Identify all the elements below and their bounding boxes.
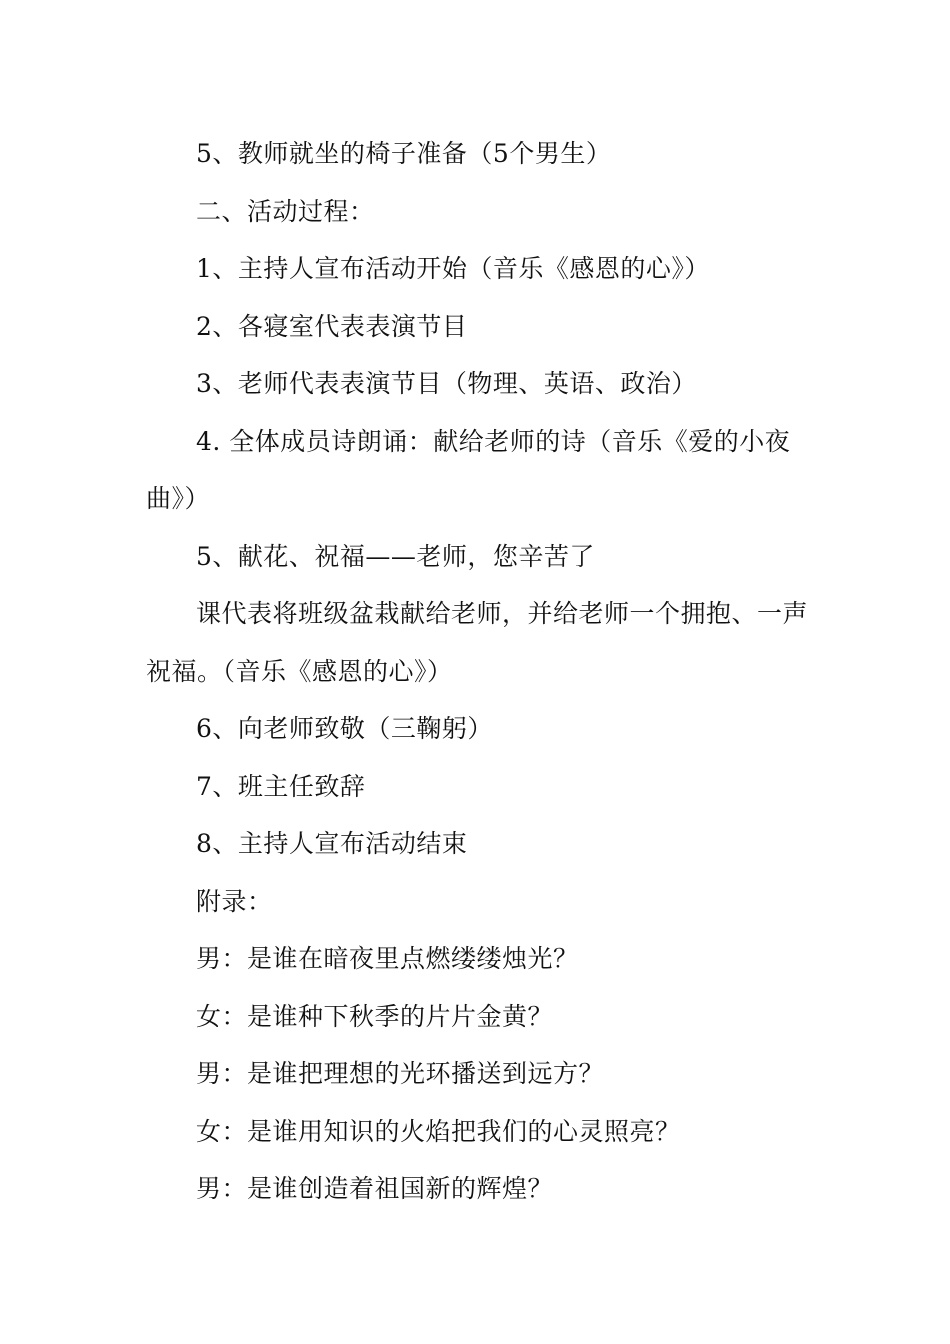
paragraph-flowers-blessings: 5、献花、祝福——老师，您辛苦了 xyxy=(196,541,595,571)
paragraph-appendix-heading: 附录： xyxy=(196,886,273,916)
paragraph-teacher-performances: 3、老师代表表演节目（物理、英语、政治） xyxy=(196,369,697,398)
paragraph-activity-process-heading: 二、活动过程： xyxy=(196,196,375,226)
paragraph-dorm-performances: 2、各寝室代表表演节目 xyxy=(196,311,468,341)
paragraph-host-announces-start: 1、主持人宣布活动开始（音乐《感恩的心》） xyxy=(196,254,710,283)
paragraph-poem-line-4: 女：是谁用知识的火焰把我们的心灵照亮？ xyxy=(196,1116,681,1146)
document-body xyxy=(146,125,814,1218)
paragraph-poem-line-3: 男：是谁把理想的光环播送到远方？ xyxy=(196,1059,605,1088)
paragraph-head-teacher-speech: 7、班主任致辞 xyxy=(196,771,366,801)
paragraph-class-reps-gift: 课代表将班级盆栽献给老师，并给老师一个拥抱、一声祝福。（音乐《感恩的心》） xyxy=(146,599,809,686)
paragraph-poem-line-2: 女：是谁种下秋季的片片金黄？ xyxy=(196,1001,554,1031)
paragraph-salute-teachers: 6、向老师致敬（三鞠躬） xyxy=(196,714,493,743)
paragraph-poem-line-1: 男：是谁在暗夜里点燃缕缕烛光？ xyxy=(196,944,579,973)
paragraph-host-announces-end: 8、主持人宣布活动结束 xyxy=(196,829,468,858)
paragraph-poem-recitation: 4. 全体成员诗朗诵：献给老师的诗（音乐《爱的小夜曲》） xyxy=(146,426,791,513)
paragraph-chair-preparation: 5、教师就坐的椅子准备（5个男生） xyxy=(196,139,612,168)
paragraph-poem-line-5: 男：是谁创造着祖国新的辉煌？ xyxy=(196,1174,554,1203)
